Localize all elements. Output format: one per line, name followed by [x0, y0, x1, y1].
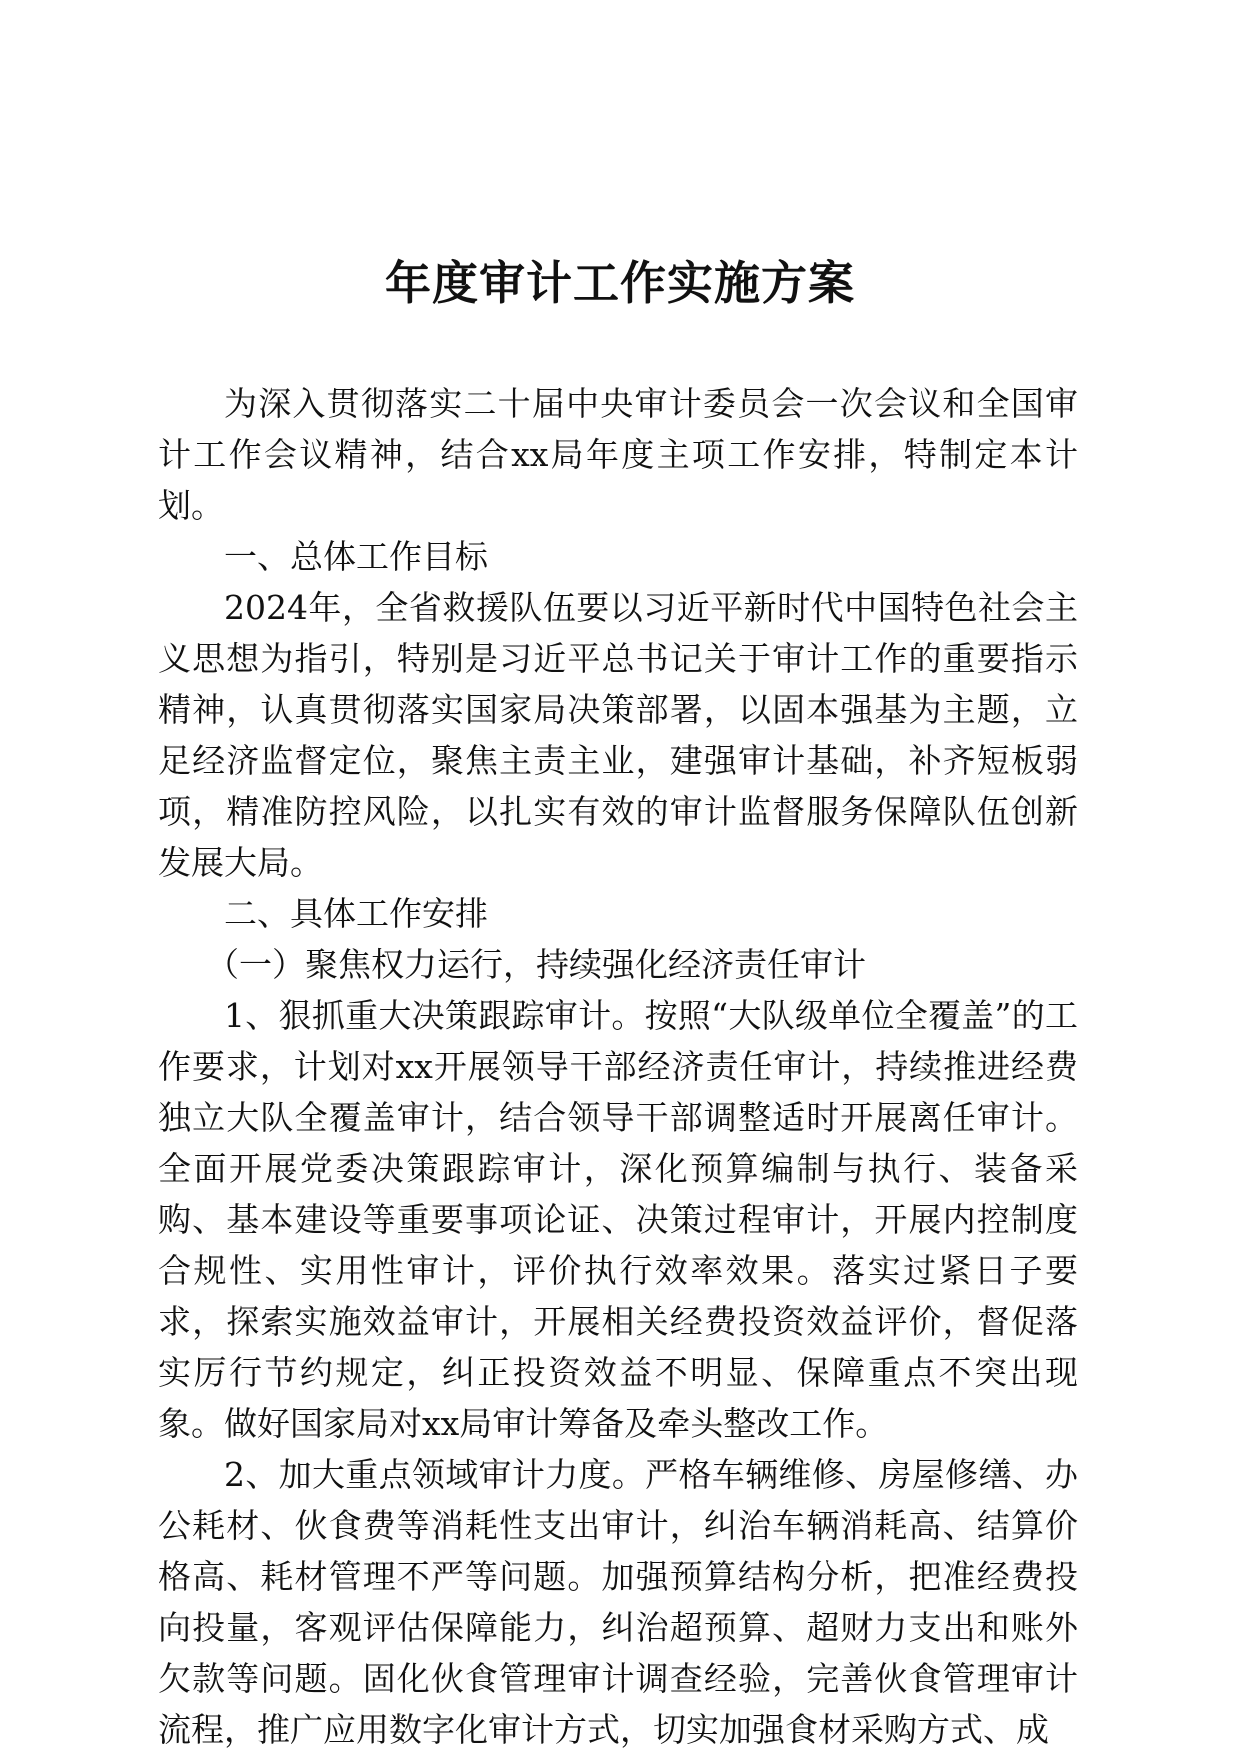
subsection-1-heading: （一）聚焦权力运行，持续强化经济责任审计: [206, 945, 866, 984]
section-1-heading: 一、总体工作目标: [224, 537, 488, 576]
section-1-paragraph: 2024年，全省救援队伍要以习近平新时代中国特色社会主义思想为指引，特别是习近平总书记关于审计工作的重要指示精神，认真贯彻落实国家局决策部署，以固本强基为主题，立足经济监督定位，聚焦主责主业，建强审计基础，补齐短板弱项，精准防控风险，以扎实有效的审计监督服务保障队伍创新发展大局。: [158, 588, 1078, 882]
intro-paragraph: 为深入贯彻落实二十届中央审计委员会一次会议和全国审计工作会议精神，结合xx局年度主项工作安排，特制定本计划。: [158, 384, 1078, 525]
document-title: 年度审计工作实施方案: [385, 256, 855, 310]
item-1-paragraph: 1、狠抓重大决策跟踪审计。按照“大队级单位全覆盖”的工作要求，计划对xx开展领导干部经济责任审计，持续推进经费独立大队全覆盖审计，结合领导干部调整适时开展离任审计。全面开展党委决策跟踪审计，深化预算编制与执行、装备采购、基本建设等重要事项论证、决策过程审计，开展内控制度合规性、实用性审计，评价执行效率效果。落实过紧日子要求，探索实施效益审计，开展相关经费投资效益评价，督促落实厉行节约规定，纠正投资效益不明显、保障重点不突出现象。做好国家局对xx局审计筹备及牵头整改工作。: [158, 996, 1078, 1443]
document-body: [158, 378, 1078, 1755]
section-2-heading: 二、具体工作安排: [224, 894, 488, 933]
item-2-paragraph: 2、加大重点领域审计力度。严格车辆维修、房屋修缮、办公耗材、伙食费等消耗性支出审计，纠治车辆消耗高、结算价格高、耗材管理不严等问题。加强预算结构分析，把准经费投向投量，客观评估保障能力，纠治超预算、超财力支出和账外欠款等问题。固化伙食管理审计调查经验，完善伙食管理审计流程，推广应用数字化审计方式，切实加强食材采购方式、成: [158, 1455, 1078, 1749]
